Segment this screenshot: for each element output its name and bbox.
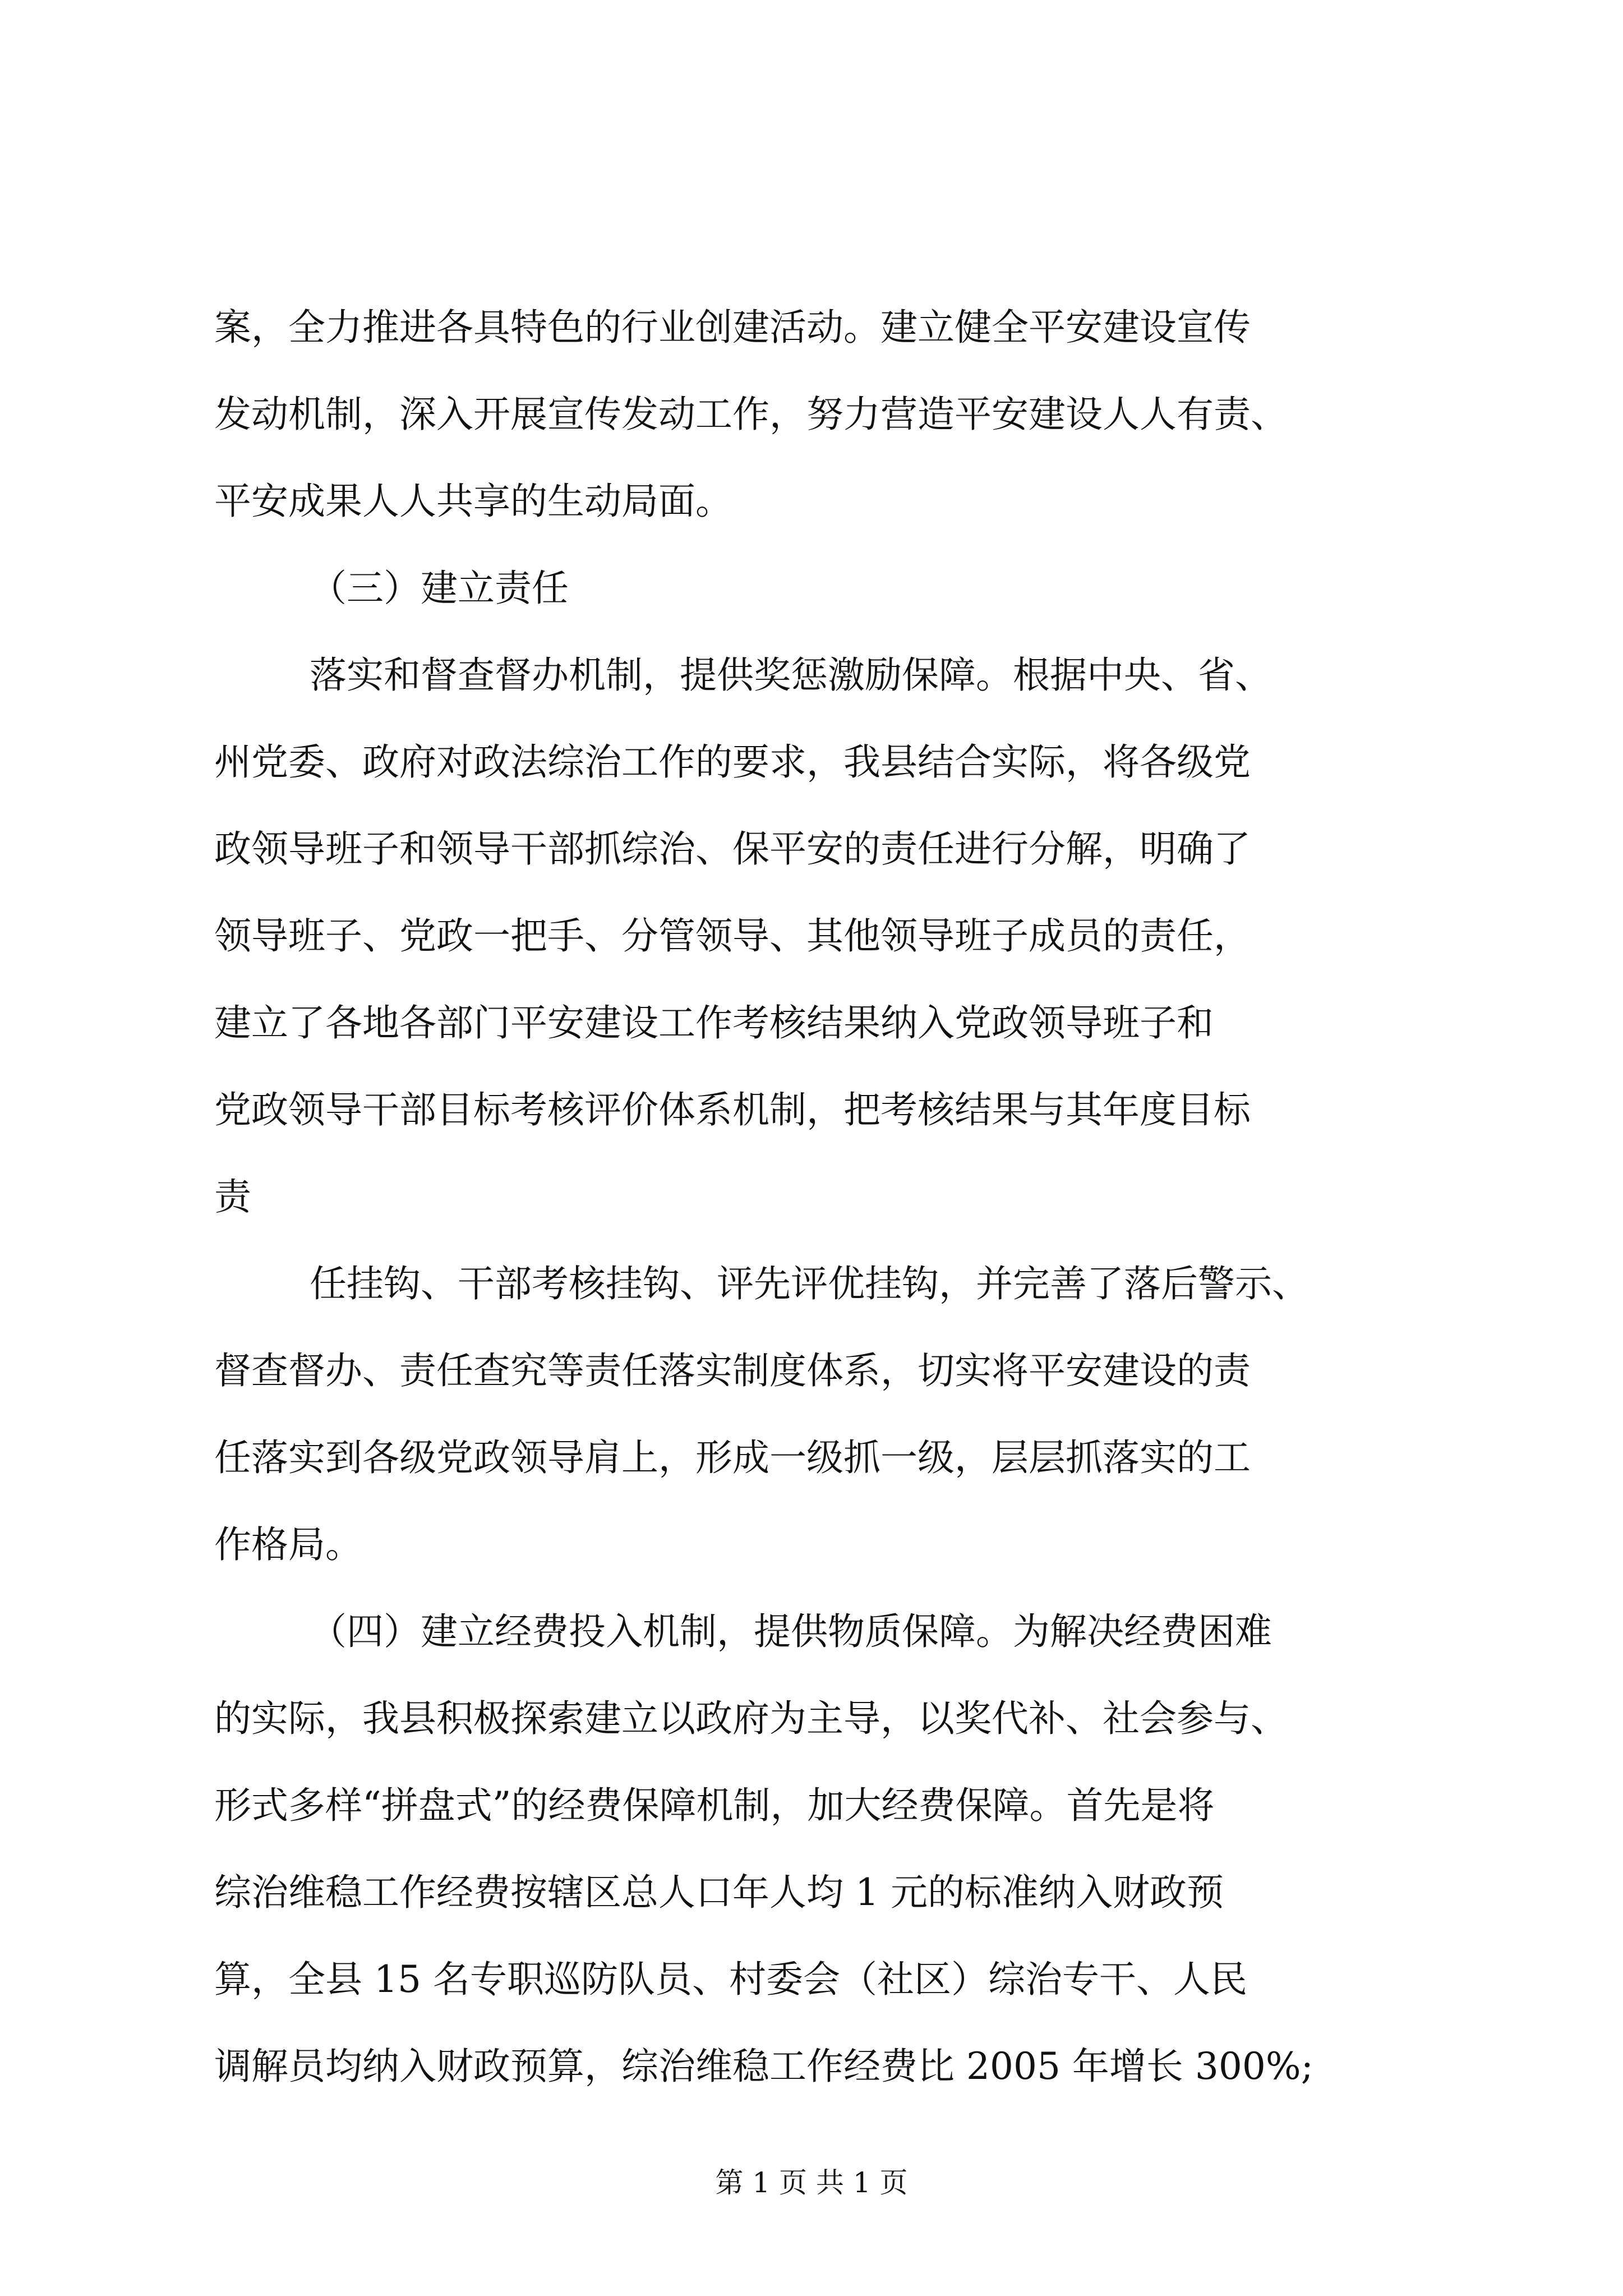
section-heading-three: （三）建立责任 [310, 567, 569, 610]
text-line-11: 责 [214, 1175, 251, 1218]
text-line-19: 综治维稳工作经费按辖区总人口年人均 1 元的标准纳入财政预 [214, 1871, 1224, 1914]
text-line-8: 领导班子、党政一把手、分管领导、其他领导班子成员的责任， [214, 914, 1251, 958]
text-line-20: 算，全县 15 名专职巡防队员、村委会（社区）综治专干、人民 [214, 1958, 1247, 2001]
text-line-5: 落实和督查督办机制，提供奖惩激励保障。根据中央、省、 [310, 654, 1272, 697]
text-line-15: 作格局。 [214, 1523, 362, 1566]
text-line-12: 任挂钩、干部考核挂钩、评先评优挂钩，并完善了落后警示、 [310, 1262, 1309, 1305]
text-line-9: 建立了各地各部门平安建设工作考核结果纳入党政领导班子和 [214, 1001, 1214, 1045]
text-line-14: 任落实到各级党政领导肩上，形成一级抓一级，层层抓落实的工 [214, 1436, 1251, 1479]
section-heading-four: （四）建立经费投入机制，提供物质保障。为解决经费困难 [310, 1610, 1272, 1653]
text-line-1: 案，全力推进各具特色的行业创建活动。建立健全平安建设宣传 [214, 306, 1251, 349]
text-line-6: 州党委、政府对政法综治工作的要求，我县结合实际，将各级党 [214, 740, 1251, 784]
text-line-17: 的实际，我县积极探索建立以政府为主导，以奖代补、社会参与、 [214, 1697, 1288, 1740]
page-footer: 第 1 页 共 1 页 [715, 2166, 908, 2199]
text-line-18: 形式多样“拼盘式”的经费保障机制，加大经费保障。首先是将 [214, 1784, 1215, 1827]
text-line-3: 平安成果人人共享的生动局面。 [214, 480, 732, 523]
text-line-13: 督查督办、责任查究等责任落实制度体系，切实将平安建设的责 [214, 1349, 1251, 1392]
text-line-21: 调解员均纳入财政预算，综治维稳工作经费比 2005 年增长 300%; [214, 2045, 1313, 2088]
text-line-10: 党政领导干部目标考核评价体系机制，把考核结果与其年度目标 [214, 1088, 1251, 1131]
text-line-2: 发动机制，深入开展宣传发动工作，努力营造平安建设人人有责、 [214, 393, 1288, 436]
text-line-7: 政领导班子和领导干部抓综治、保平安的责任进行分解，明确了 [214, 827, 1251, 871]
